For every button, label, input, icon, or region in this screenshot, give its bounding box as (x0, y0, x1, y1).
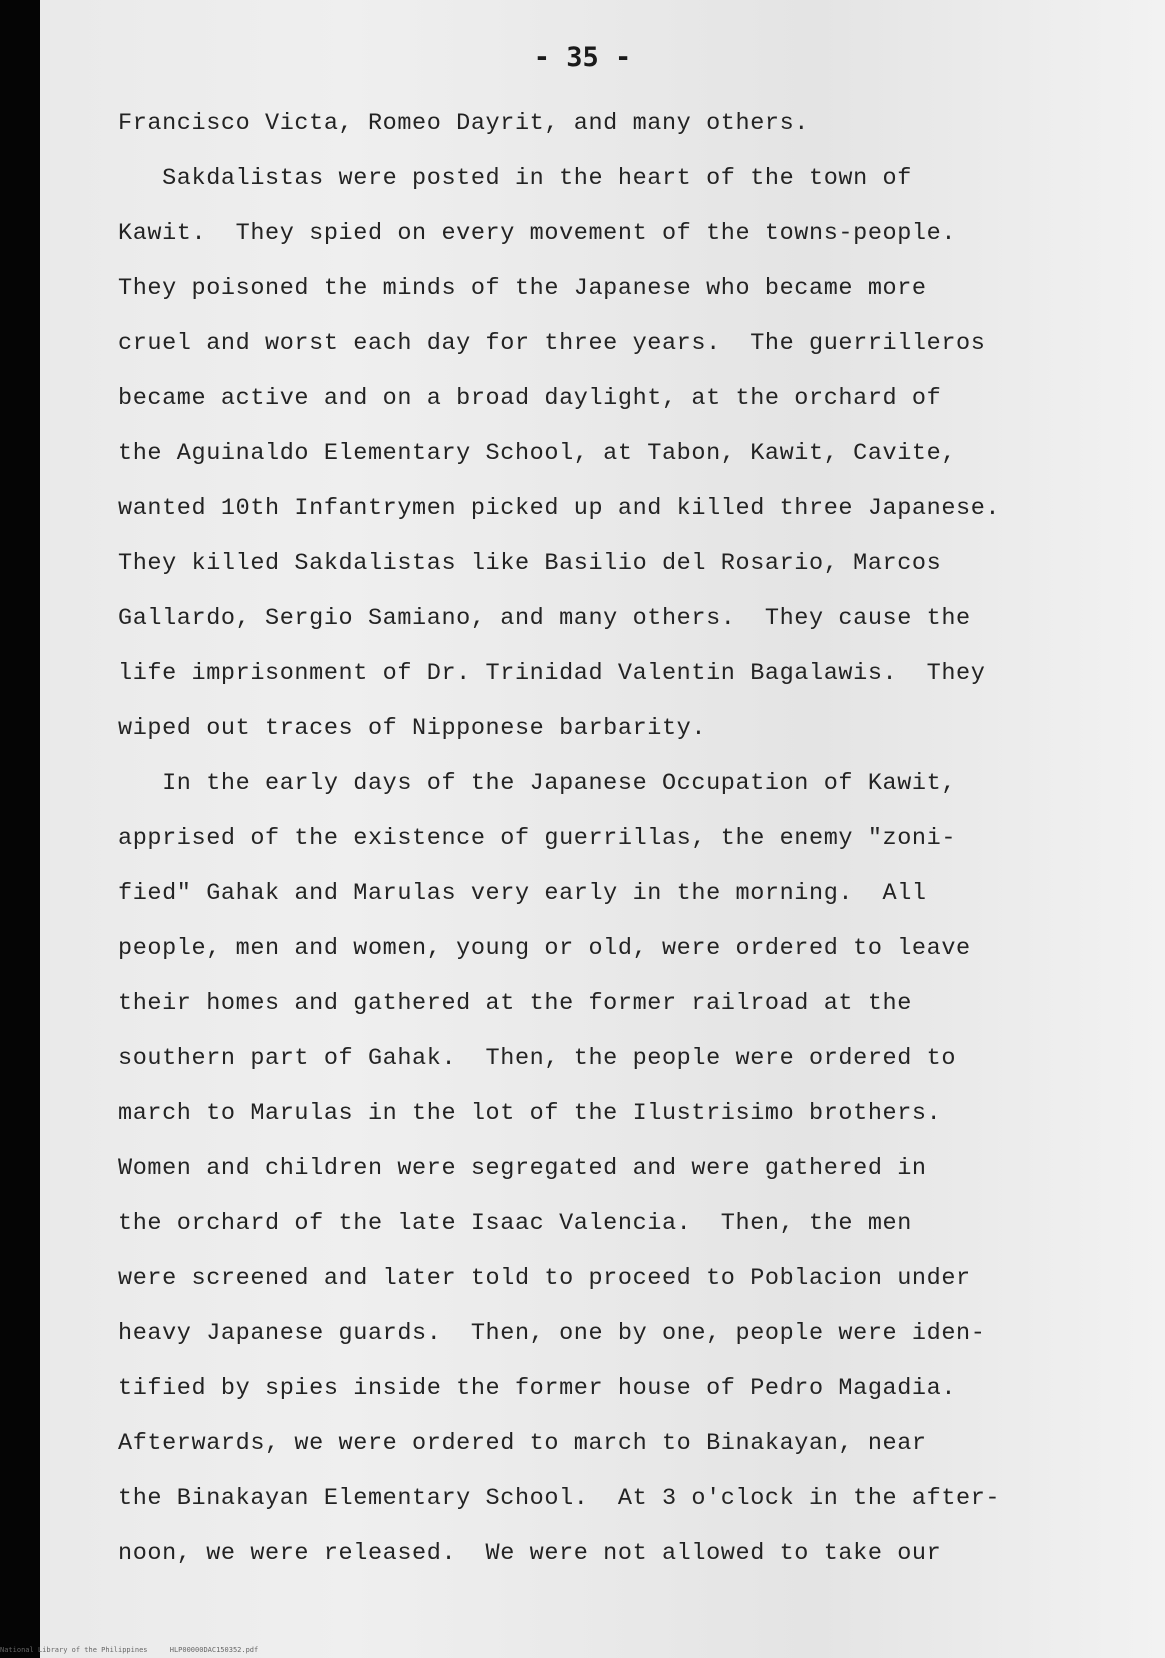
footer-file-id: HLP00000DAC150352.pdf (169, 1646, 259, 1654)
text-line: the Binakayan Elementary School. At 3 o'clock in the after- (118, 1485, 1001, 1512)
text-line: cruel and worst each day for three years. The guerrilleros (118, 330, 986, 357)
text-line: noon, we were released. We were not allowed to take our (118, 1540, 942, 1567)
scan-edge (0, 0, 40, 1658)
text-line: march to Marulas in the lot of the Ilustrisimo brothers. (118, 1100, 942, 1127)
text-line: their homes and gathered at the former railroad at the (118, 990, 912, 1017)
text-line: heavy Japanese guards. Then, one by one, people were iden- (118, 1320, 986, 1347)
text-line: became active and on a broad daylight, at the orchard of (118, 385, 942, 412)
text-line: Sakdalistas were posted in the heart of the town of (118, 165, 912, 192)
text-line: Gallardo, Sergio Samiano, and many others. They cause the (118, 605, 971, 632)
text-line: the Aguinaldo Elementary School, at Tabon, Kawit, Cavite, (118, 440, 957, 467)
text-line: wiped out traces of Nipponese barbarity. (118, 715, 707, 742)
text-line: apprised of the existence of guerrillas, the enemy "zoni- (118, 825, 957, 852)
text-line: the orchard of the late Isaac Valencia. Then, the men (118, 1210, 912, 1237)
text-line: fied" Gahak and Marulas very early in the morning. All (118, 880, 927, 907)
text-line: tified by spies inside the former house of Pedro Magadia. (118, 1375, 957, 1402)
text-line: Women and children were segregated and were gathered in (118, 1155, 927, 1182)
page-number: - 35 - (533, 42, 632, 73)
page-footer (0, 1646, 400, 1654)
text-line: wanted 10th Infantrymen picked up and killed three Japanese. (118, 495, 1001, 522)
footer-library: National Library of the Philippines (0, 1646, 148, 1654)
text-line: Afterwards, we were ordered to march to Binakayan, near (118, 1430, 927, 1457)
text-line: Kawit. They spied on every movement of the towns-people. (118, 220, 957, 247)
text-line: southern part of Gahak. Then, the people were ordered to (118, 1045, 957, 1072)
text-line: Francisco Victa, Romeo Dayrit, and many others. (118, 110, 810, 137)
text-line: They poisoned the minds of the Japanese who became more (118, 275, 927, 302)
body-text (118, 96, 1128, 1581)
text-line: life imprisonment of Dr. Trinidad Valentin Bagalawis. They (118, 660, 986, 687)
text-line: were screened and later told to proceed to Poblacion under (118, 1265, 971, 1292)
text-line: In the early days of the Japanese Occupation of Kawit, (118, 770, 957, 797)
text-line: people, men and women, young or old, were ordered to leave (118, 935, 971, 962)
text-line: They killed Sakdalistas like Basilio del Rosario, Marcos (118, 550, 942, 577)
